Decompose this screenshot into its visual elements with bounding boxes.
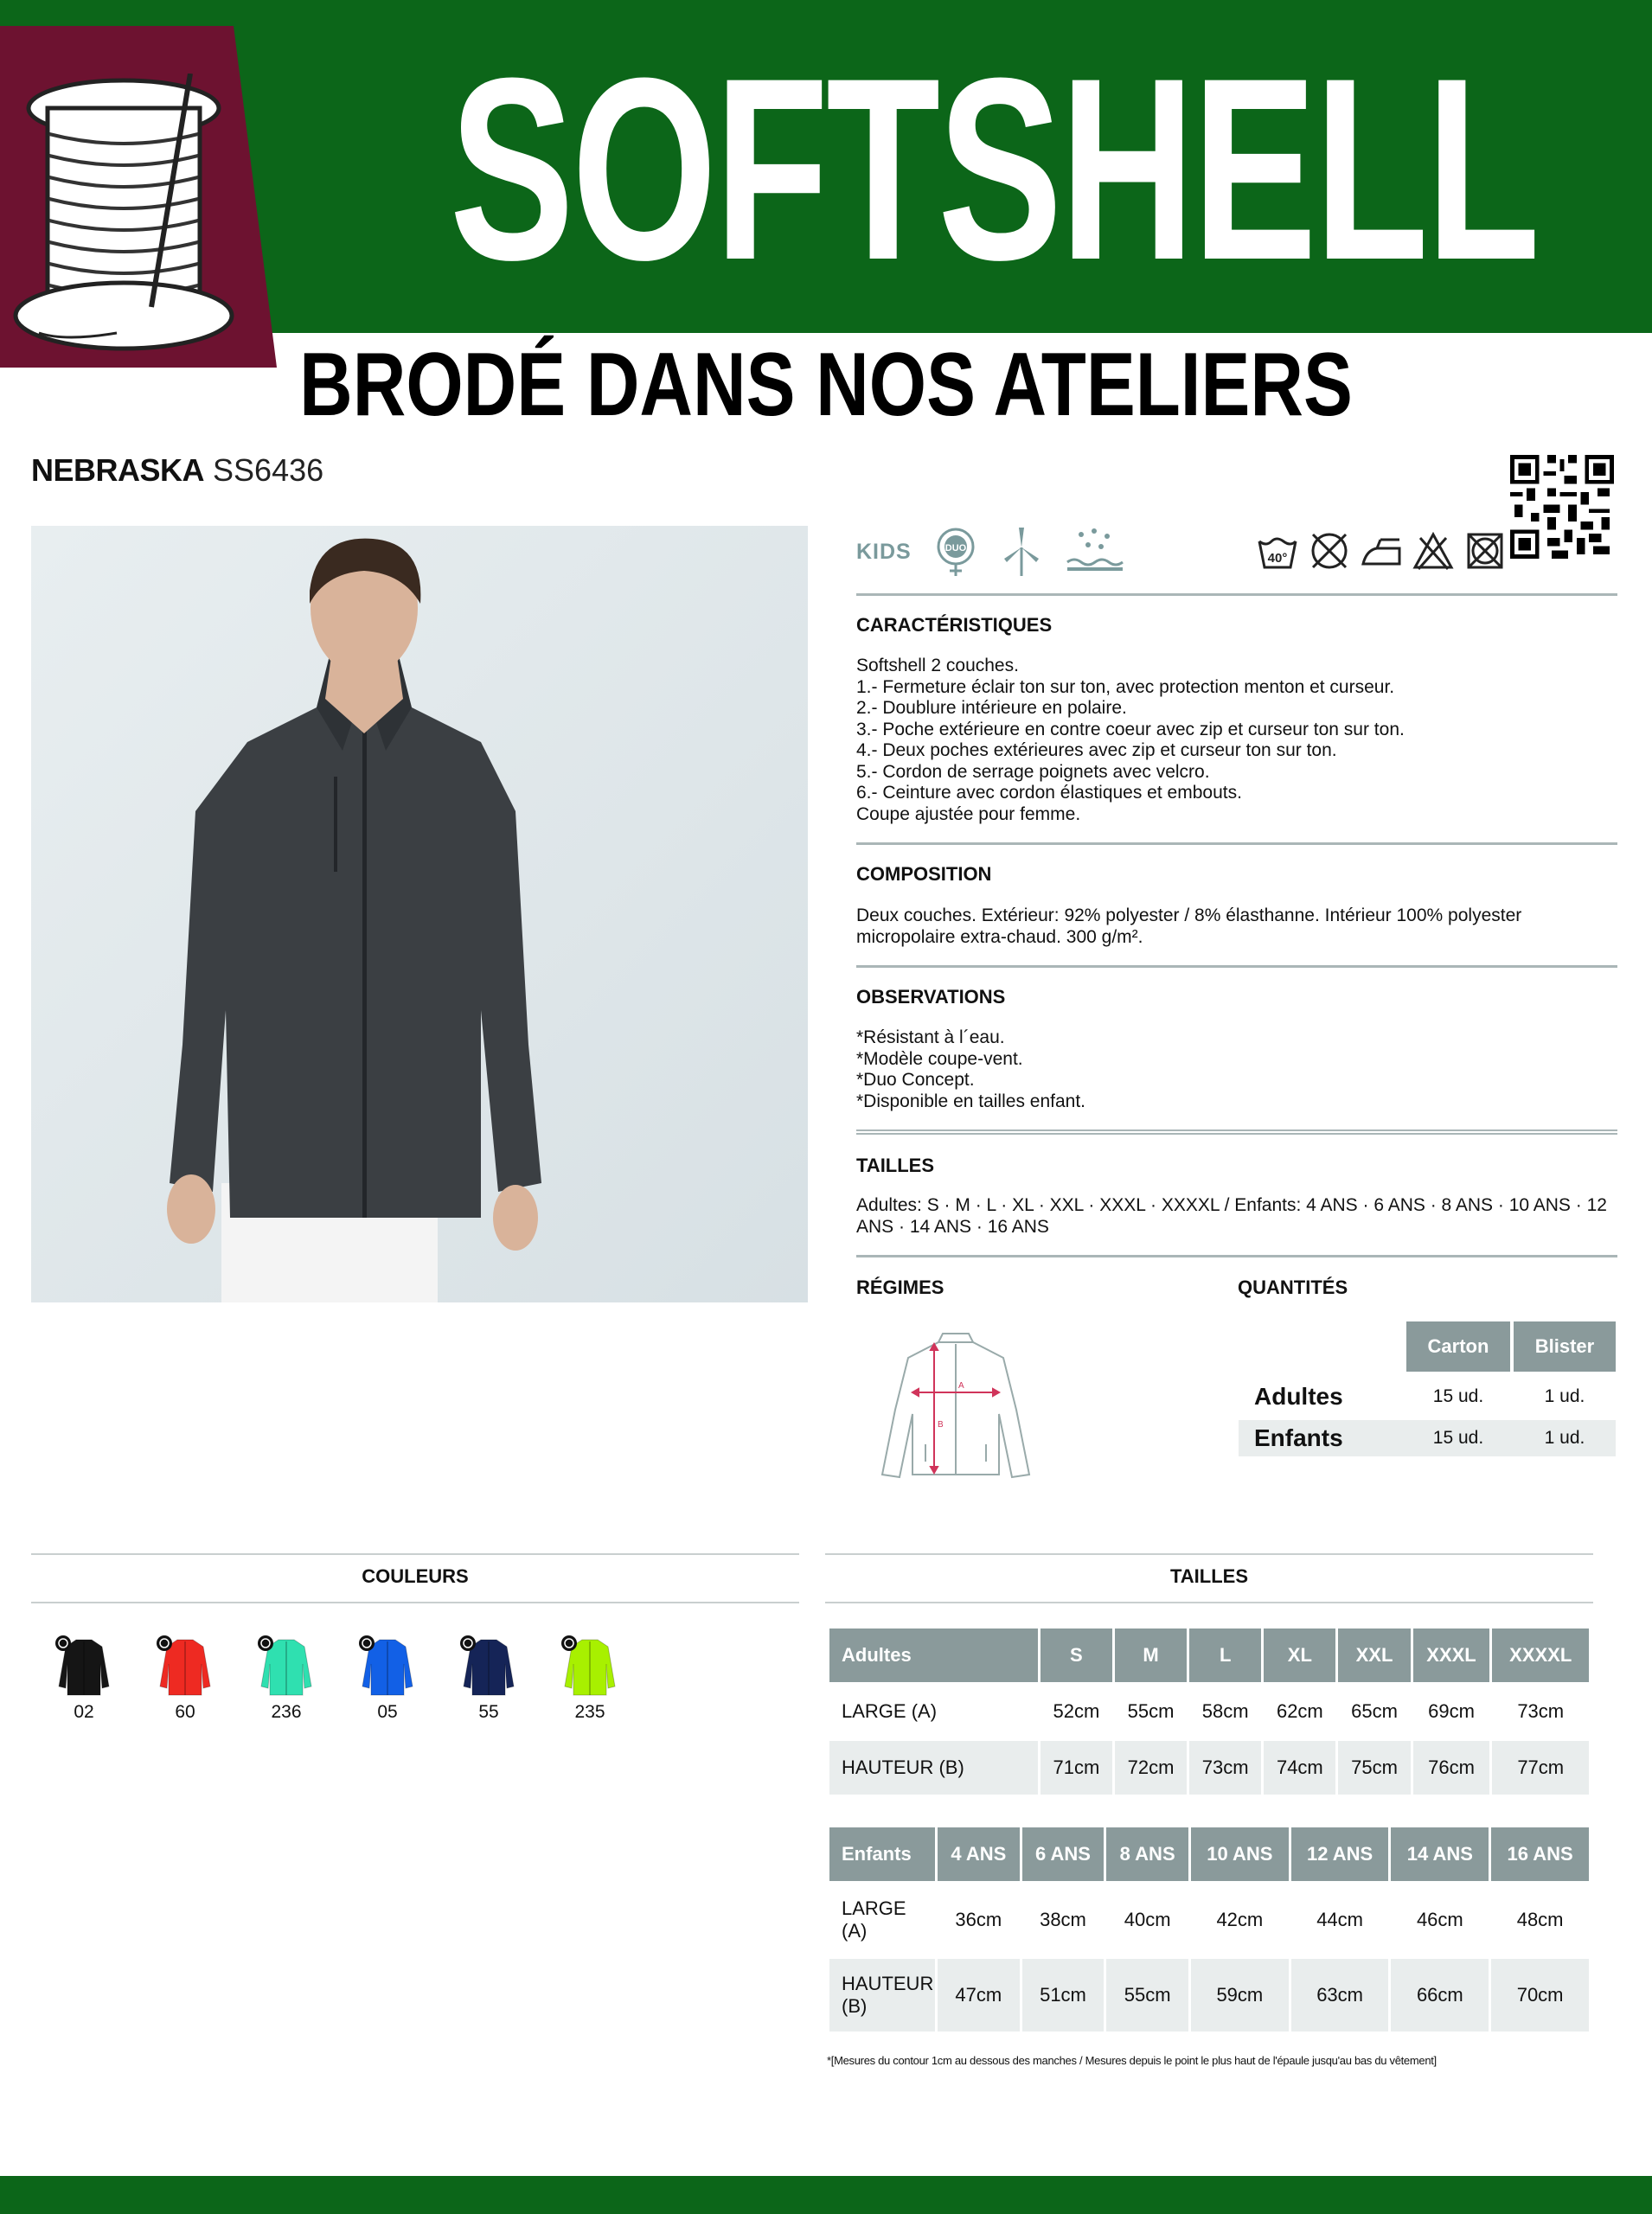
measure-mark-a: A <box>958 1381 964 1391</box>
table-row <box>829 1741 1589 1795</box>
divider <box>31 1553 799 1555</box>
text-line: Deux couches. Extérieur: 92% polyester / 8% élasthanne. Intérieur 100% polyester <box>856 905 1522 925</box>
qty-carton: 15 ud. <box>1432 1428 1484 1448</box>
divider <box>825 1553 1593 1555</box>
divider <box>856 1129 1617 1135</box>
color-code: 55 <box>478 1702 499 1722</box>
qty-row-enfants <box>1239 1420 1616 1456</box>
table-header-cell: XXL <box>1338 1629 1410 1682</box>
table-cell: 36cm <box>955 1909 1002 1930</box>
color-code: 235 <box>574 1702 605 1722</box>
care-icons <box>1256 529 1507 573</box>
size-table-kids <box>827 1825 1591 2034</box>
table-header-cell: XXXXL <box>1492 1629 1589 1682</box>
qty-carton: 15 ud. <box>1432 1386 1484 1406</box>
text-line: *Résistant à l´eau. <box>856 1027 1005 1047</box>
table-cell: 46cm <box>1416 1909 1463 1930</box>
duo-concept-icon <box>932 526 979 578</box>
table-header-row <box>829 1629 1589 1682</box>
caracteristiques-text <box>856 656 1617 825</box>
qty-blister: 1 ud. <box>1544 1386 1585 1406</box>
tailles-text <box>856 1195 1617 1238</box>
text-line: 1.- Fermeture éclair ton sur ton, avec protection menton et curseur. <box>856 676 1395 697</box>
text-line: 4.- Deux poches extérieures avec zip et curseur ton sur ton. <box>856 740 1337 760</box>
table-cell: 75cm <box>1338 1741 1410 1795</box>
table-cell: 48cm <box>1516 1909 1564 1930</box>
text-line: Coupe ajustée pour femme. <box>856 803 1081 824</box>
no-bleach-icon <box>1412 529 1455 573</box>
table-row <box>829 1884 1589 1956</box>
text-line: 5.- Cordon de serrage poignets avec velcro. <box>856 761 1210 782</box>
wash-40-icon <box>1256 529 1299 573</box>
kids-label: KIDS <box>856 539 912 564</box>
section-title-caracteristiques: CARACTÉRISTIQUES <box>856 614 1053 636</box>
text-line: micropolaire extra-chaud. 300 g/m². <box>856 926 1143 947</box>
table-cell: LARGE (A) <box>842 1897 906 1942</box>
col-header-carton: Carton <box>1406 1321 1510 1372</box>
table-header-cell: M <box>1115 1629 1187 1682</box>
table-cell: 66cm <box>1391 1959 1489 2032</box>
qty-row-adultes <box>1239 1379 1616 1415</box>
thread-spool-icon <box>13 74 247 368</box>
text-line: *Modèle coupe-vent. <box>856 1048 1023 1069</box>
text-line: 6.- Ceinture avec cordon élastiques et embouts. <box>856 783 1242 803</box>
jacket-swatch-icon <box>54 1635 114 1700</box>
size-table-adults <box>827 1626 1591 1797</box>
model-jacket-image <box>31 526 808 1302</box>
col-header-blister: Blister <box>1514 1321 1616 1372</box>
wash-temp: 40° <box>1267 551 1288 566</box>
table-header-cell: S <box>1041 1629 1112 1682</box>
jacket-swatch-icon <box>458 1635 519 1700</box>
table-header-cell: Enfants <box>829 1827 935 1881</box>
no-tumble-dry-icon <box>1308 529 1351 573</box>
brand-title: SOFTSHELL <box>449 23 1538 314</box>
footer-bar <box>0 2176 1652 2214</box>
page-subtitle: BRODÉ DANS NOS ATELIERS <box>299 335 1353 435</box>
color-swatch[interactable] <box>357 1635 418 1723</box>
table-cell: 76cm <box>1413 1741 1490 1795</box>
table-header-cell: 10 ANS <box>1191 1827 1289 1881</box>
table-cell: 69cm <box>1428 1700 1475 1722</box>
size-footnote: *[Mesures du contour 1cm au dessous des manches / Mesures depuis le point le plus haut de l'épaule jusqu'au bas du vêtement] <box>827 2054 1437 2067</box>
table-cell: 73cm <box>1517 1700 1565 1722</box>
product-code: SS6436 <box>213 452 324 488</box>
divider <box>825 1602 1593 1603</box>
color-code: 02 <box>74 1702 94 1722</box>
jacket-swatch-icon <box>357 1635 418 1700</box>
no-dry-clean-icon <box>1463 529 1507 573</box>
color-swatch[interactable] <box>155 1635 215 1723</box>
table-header-cell: 6 ANS <box>1022 1827 1105 1881</box>
table-cell: 51cm <box>1022 1959 1105 2032</box>
table-cell: 42cm <box>1216 1909 1264 1930</box>
table-cell: 71cm <box>1041 1741 1112 1795</box>
water-resistant-icon <box>1064 526 1124 578</box>
jacket-swatch-icon <box>155 1635 215 1700</box>
iron-icon <box>1360 529 1403 573</box>
color-code: 60 <box>175 1702 195 1722</box>
table-cell: HAUTEUR (B) <box>829 1741 1038 1795</box>
table-header-cell: 16 ANS <box>1491 1827 1589 1881</box>
table-header-cell: XXXL <box>1413 1629 1490 1682</box>
color-swatch[interactable] <box>458 1635 519 1723</box>
qty-blister: 1 ud. <box>1544 1428 1585 1448</box>
text-line: 3.- Poche extérieure en contre coeur avec zip et curseur ton sur ton. <box>856 719 1405 739</box>
text-line: *Disponible en tailles enfant. <box>856 1091 1086 1111</box>
table-header-cell: XL <box>1264 1629 1335 1682</box>
divider <box>856 965 1617 968</box>
color-swatch[interactable] <box>256 1635 317 1723</box>
table-cell: 73cm <box>1189 1741 1261 1795</box>
section-title-size-chart: TAILLES <box>1169 1565 1249 1587</box>
table-row <box>829 1959 1589 2032</box>
table-cell: 47cm <box>938 1959 1020 2032</box>
jacket-swatch-icon <box>560 1635 620 1700</box>
text-line: 2.- Doublure intérieure en polaire. <box>856 698 1127 718</box>
color-code: 05 <box>377 1702 398 1722</box>
table-header-cell: 14 ANS <box>1391 1827 1489 1881</box>
table-cell: 59cm <box>1191 1959 1289 2032</box>
measure-mark-b: B <box>938 1420 944 1430</box>
color-swatch[interactable] <box>560 1635 620 1723</box>
table-cell: 55cm <box>1127 1700 1175 1722</box>
table-cell: 52cm <box>1053 1700 1100 1722</box>
table-cell: 38cm <box>1040 1909 1086 1930</box>
section-title-couleurs: COULEURS <box>362 1565 469 1587</box>
jacket-swatch-icon <box>256 1635 317 1700</box>
divider <box>856 1255 1617 1257</box>
logo-panel <box>0 26 277 368</box>
table-cell: HAUTEUR (B) <box>829 1959 935 2032</box>
table-cell: LARGE (A) <box>842 1700 938 1722</box>
observations-text <box>856 1027 1617 1112</box>
table-header-cell: 8 ANS <box>1106 1827 1188 1881</box>
duo-label: DUO <box>944 543 966 554</box>
table-header-cell: Adultes <box>829 1629 1038 1682</box>
jacket-measure-diagram <box>874 1332 1038 1483</box>
color-code: 236 <box>271 1702 302 1722</box>
table-header-cell: 12 ANS <box>1291 1827 1389 1881</box>
text-line: *Duo Concept. <box>856 1070 975 1090</box>
text-line: Softshell 2 couches. <box>856 656 1019 675</box>
table-cell: 44cm <box>1316 1909 1363 1930</box>
feature-icons <box>856 522 1124 582</box>
section-title-tailles: TAILLES <box>856 1155 935 1176</box>
text-line: Adultes: S · M · L · XL · XXL · XXXL · XXXXL / Enfants: 4 ANS · 6 ANS · 8 ANS · 10 ANS · 12 <box>856 1195 1607 1215</box>
section-title-quantites: QUANTITÉS <box>1238 1277 1348 1298</box>
composition-text <box>856 905 1617 948</box>
color-swatch[interactable] <box>54 1635 114 1723</box>
text-line: ANS · 14 ANS · 16 ANS <box>856 1216 1049 1237</box>
divider <box>856 842 1617 845</box>
table-cell: 65cm <box>1351 1700 1398 1722</box>
qty-row-label: Adultes <box>1254 1383 1343 1410</box>
table-cell: 62cm <box>1276 1700 1323 1722</box>
table-cell: 72cm <box>1115 1741 1187 1795</box>
qr-code-icon[interactable] <box>1510 455 1614 559</box>
product-photo <box>31 526 808 1302</box>
table-header-row <box>829 1827 1589 1881</box>
table-cell: 55cm <box>1106 1959 1188 2032</box>
table-cell: 74cm <box>1264 1741 1335 1795</box>
section-title-regimes: RÉGIMES <box>856 1277 944 1298</box>
qty-row-label: Enfants <box>1254 1424 1343 1451</box>
divider <box>31 1602 799 1603</box>
table-cell: 40cm <box>1124 1909 1171 1930</box>
divider <box>856 593 1617 596</box>
table-cell: 58cm <box>1201 1700 1249 1722</box>
table-header-cell: L <box>1189 1629 1261 1682</box>
table-row <box>829 1685 1589 1738</box>
product-title <box>31 451 323 490</box>
section-title-composition: COMPOSITION <box>856 863 992 885</box>
table-header-cell: 4 ANS <box>938 1827 1020 1881</box>
product-name: NEBRASKA <box>31 452 205 488</box>
table-cell: 77cm <box>1492 1741 1589 1795</box>
section-title-observations: OBSERVATIONS <box>856 986 1006 1008</box>
table-cell: 70cm <box>1491 1959 1589 2032</box>
table-cell: 63cm <box>1291 1959 1389 2032</box>
windproof-icon <box>1000 526 1043 578</box>
